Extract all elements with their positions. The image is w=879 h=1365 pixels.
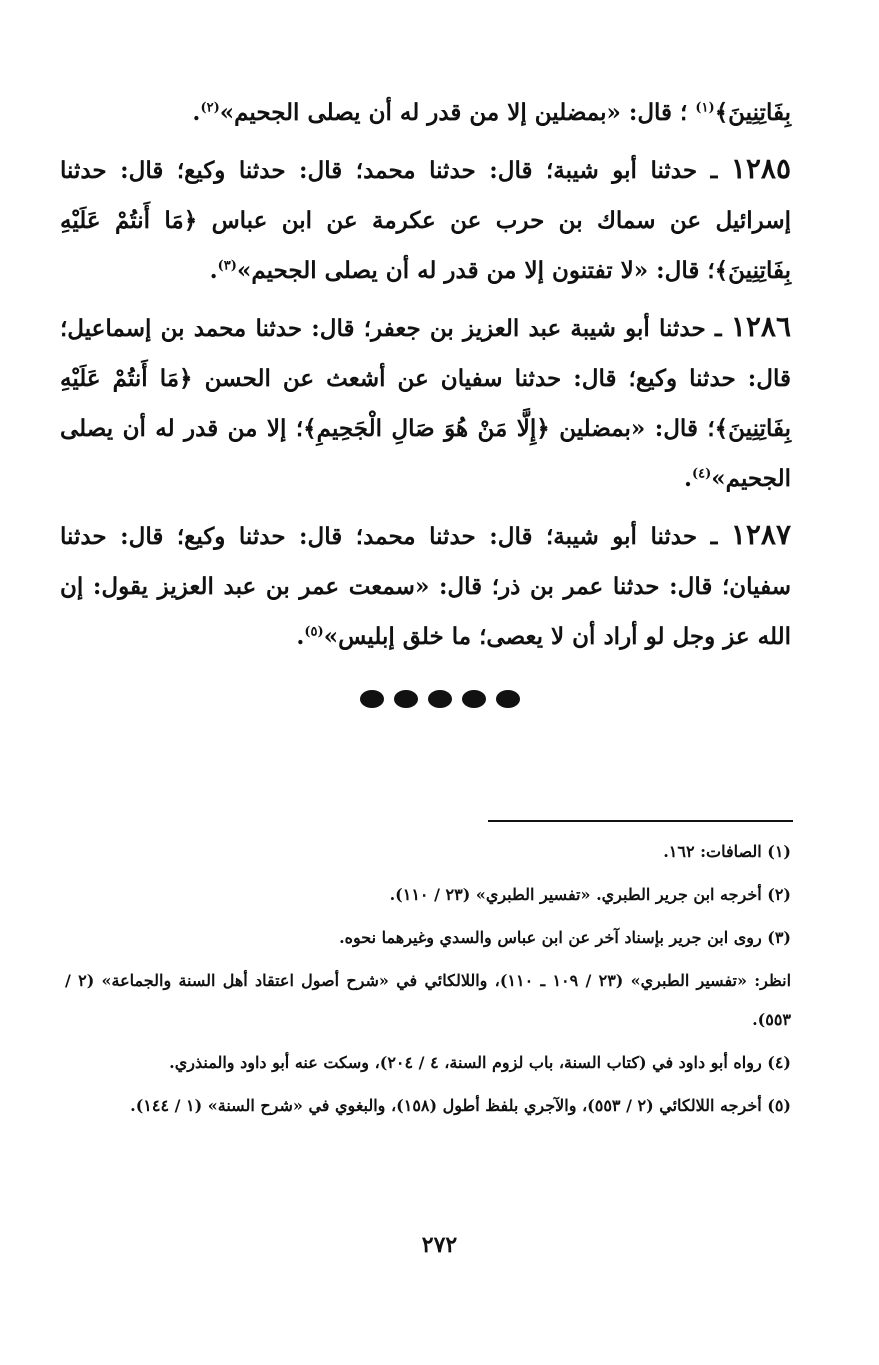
hadith-text: ـ حدثنا أبو شيبة؛ قال: حدثنا محمد؛ قال: حدثنا وكيع؛ قال: حدثنا إسرائيل عن سماك بن حرب عن عكرمة عن ابن عباس ﴿مَا أَنتُمْ عَلَيْهِ بِفَاتِنِينَ﴾؛ قال: «لا تفتنون إلا من قدر له أن يصلى الجحيم» (60, 157, 791, 284)
hadith-1285 (60, 144, 791, 296)
paragraph-end: . (192, 99, 201, 126)
main-text (60, 88, 791, 668)
section-ornament (0, 690, 879, 708)
footnote-ref-5: (٥) (304, 624, 324, 640)
ornament-dot-icon (360, 690, 384, 708)
paragraph-text: ؛ قال: «بمضلين إلا من قدر له أن يصلى الجحيم» (219, 99, 688, 126)
hadith-number: ١٢٨٦ (730, 310, 791, 343)
hadith-number: ١٢٨٧ (730, 518, 791, 551)
footnotes (65, 832, 791, 1129)
footnote-3: (٣) روى ابن جرير بإسناد آخر عن ابن عباس والسدي وغيرهما نحوه. (339, 928, 791, 947)
footnote-ref-4: (٤) (691, 466, 712, 482)
ornament-dot-icon (462, 690, 486, 708)
ornament-dot-icon (428, 690, 452, 708)
paragraph-text: بِفَاتِنِينَ﴾ (714, 99, 791, 126)
ornament-dot-icon (394, 690, 418, 708)
paragraph-end: . (296, 623, 305, 650)
hadith-1287 (60, 510, 791, 662)
footnote-separator (488, 820, 793, 822)
footnote-ref-3: (٣) (217, 258, 237, 274)
footnote-ref-1: (١) (695, 100, 715, 116)
hadith-text: ـ حدثنا أبو شيبة؛ قال: حدثنا محمد؛ قال: حدثنا وكيع؛ قال: حدثنا سفيان؛ قال: حدثنا عمر بن ذر؛ قال: «سمعت عمر بن عبد العزيز يقول: إن الله عز وجل لو أراد أن لا يعصى؛ ما خلق إبليس» (60, 523, 791, 650)
footnote-3-continued: انظر: «تفسير الطبري» (٢٣ / ١٠٩ ـ ١١٠)، واللالكائي في «شرح أصول اعتقاد أهل السنة والجماعة» (٢ / ٥٥٣). (65, 971, 792, 1029)
footnote-4: (٤) رواه أبو داود في (كتاب السنة، باب لزوم السنة، ٤ / ٢٠٤)، وسكت عنه أبو داود والمنذري. (169, 1053, 791, 1072)
hadith-text: ـ حدثنا أبو شيبة عبد العزيز بن جعفر؛ قال: حدثنا محمد بن إسماعيل؛ قال: حدثنا وكيع؛ قال: حدثنا سفيان عن أشعث عن الحسن ﴿مَا أَنتُمْ عَلَيْهِ بِفَاتِنِينَ﴾؛ قال: «بمضلين ﴿إِلَّا مَنْ هُوَ صَالِ الْجَحِيمِ﴾؛ إلا من قدر له أن يصلى الجحيم» (60, 315, 791, 492)
footnote-5: (٥) أخرجه اللالكائي (٢ / ٥٥٣)، والآجري بلفظ أطول (١٥٨)، والبغوي في «شرح السنة» (١ / ١٤٤). (130, 1096, 791, 1115)
ornament-dot-icon (496, 690, 520, 708)
footnote-1: (١) الصافات: ١٦٢. (663, 842, 791, 861)
footnote-ref-2: (٢) (200, 100, 220, 116)
hadith-1286 (60, 302, 791, 504)
paragraph-end: . (209, 257, 218, 284)
paragraph-end: . (683, 465, 692, 492)
hadith-number: ١٢٨٥ (730, 152, 791, 185)
footnote-2: (٢) أخرجه ابن جرير الطبري. «تفسير الطبري» (٢٣ / ١١٠). (389, 885, 791, 904)
paragraph-continuation (60, 88, 791, 138)
page-number: ٢٧٢ (421, 1232, 458, 1258)
